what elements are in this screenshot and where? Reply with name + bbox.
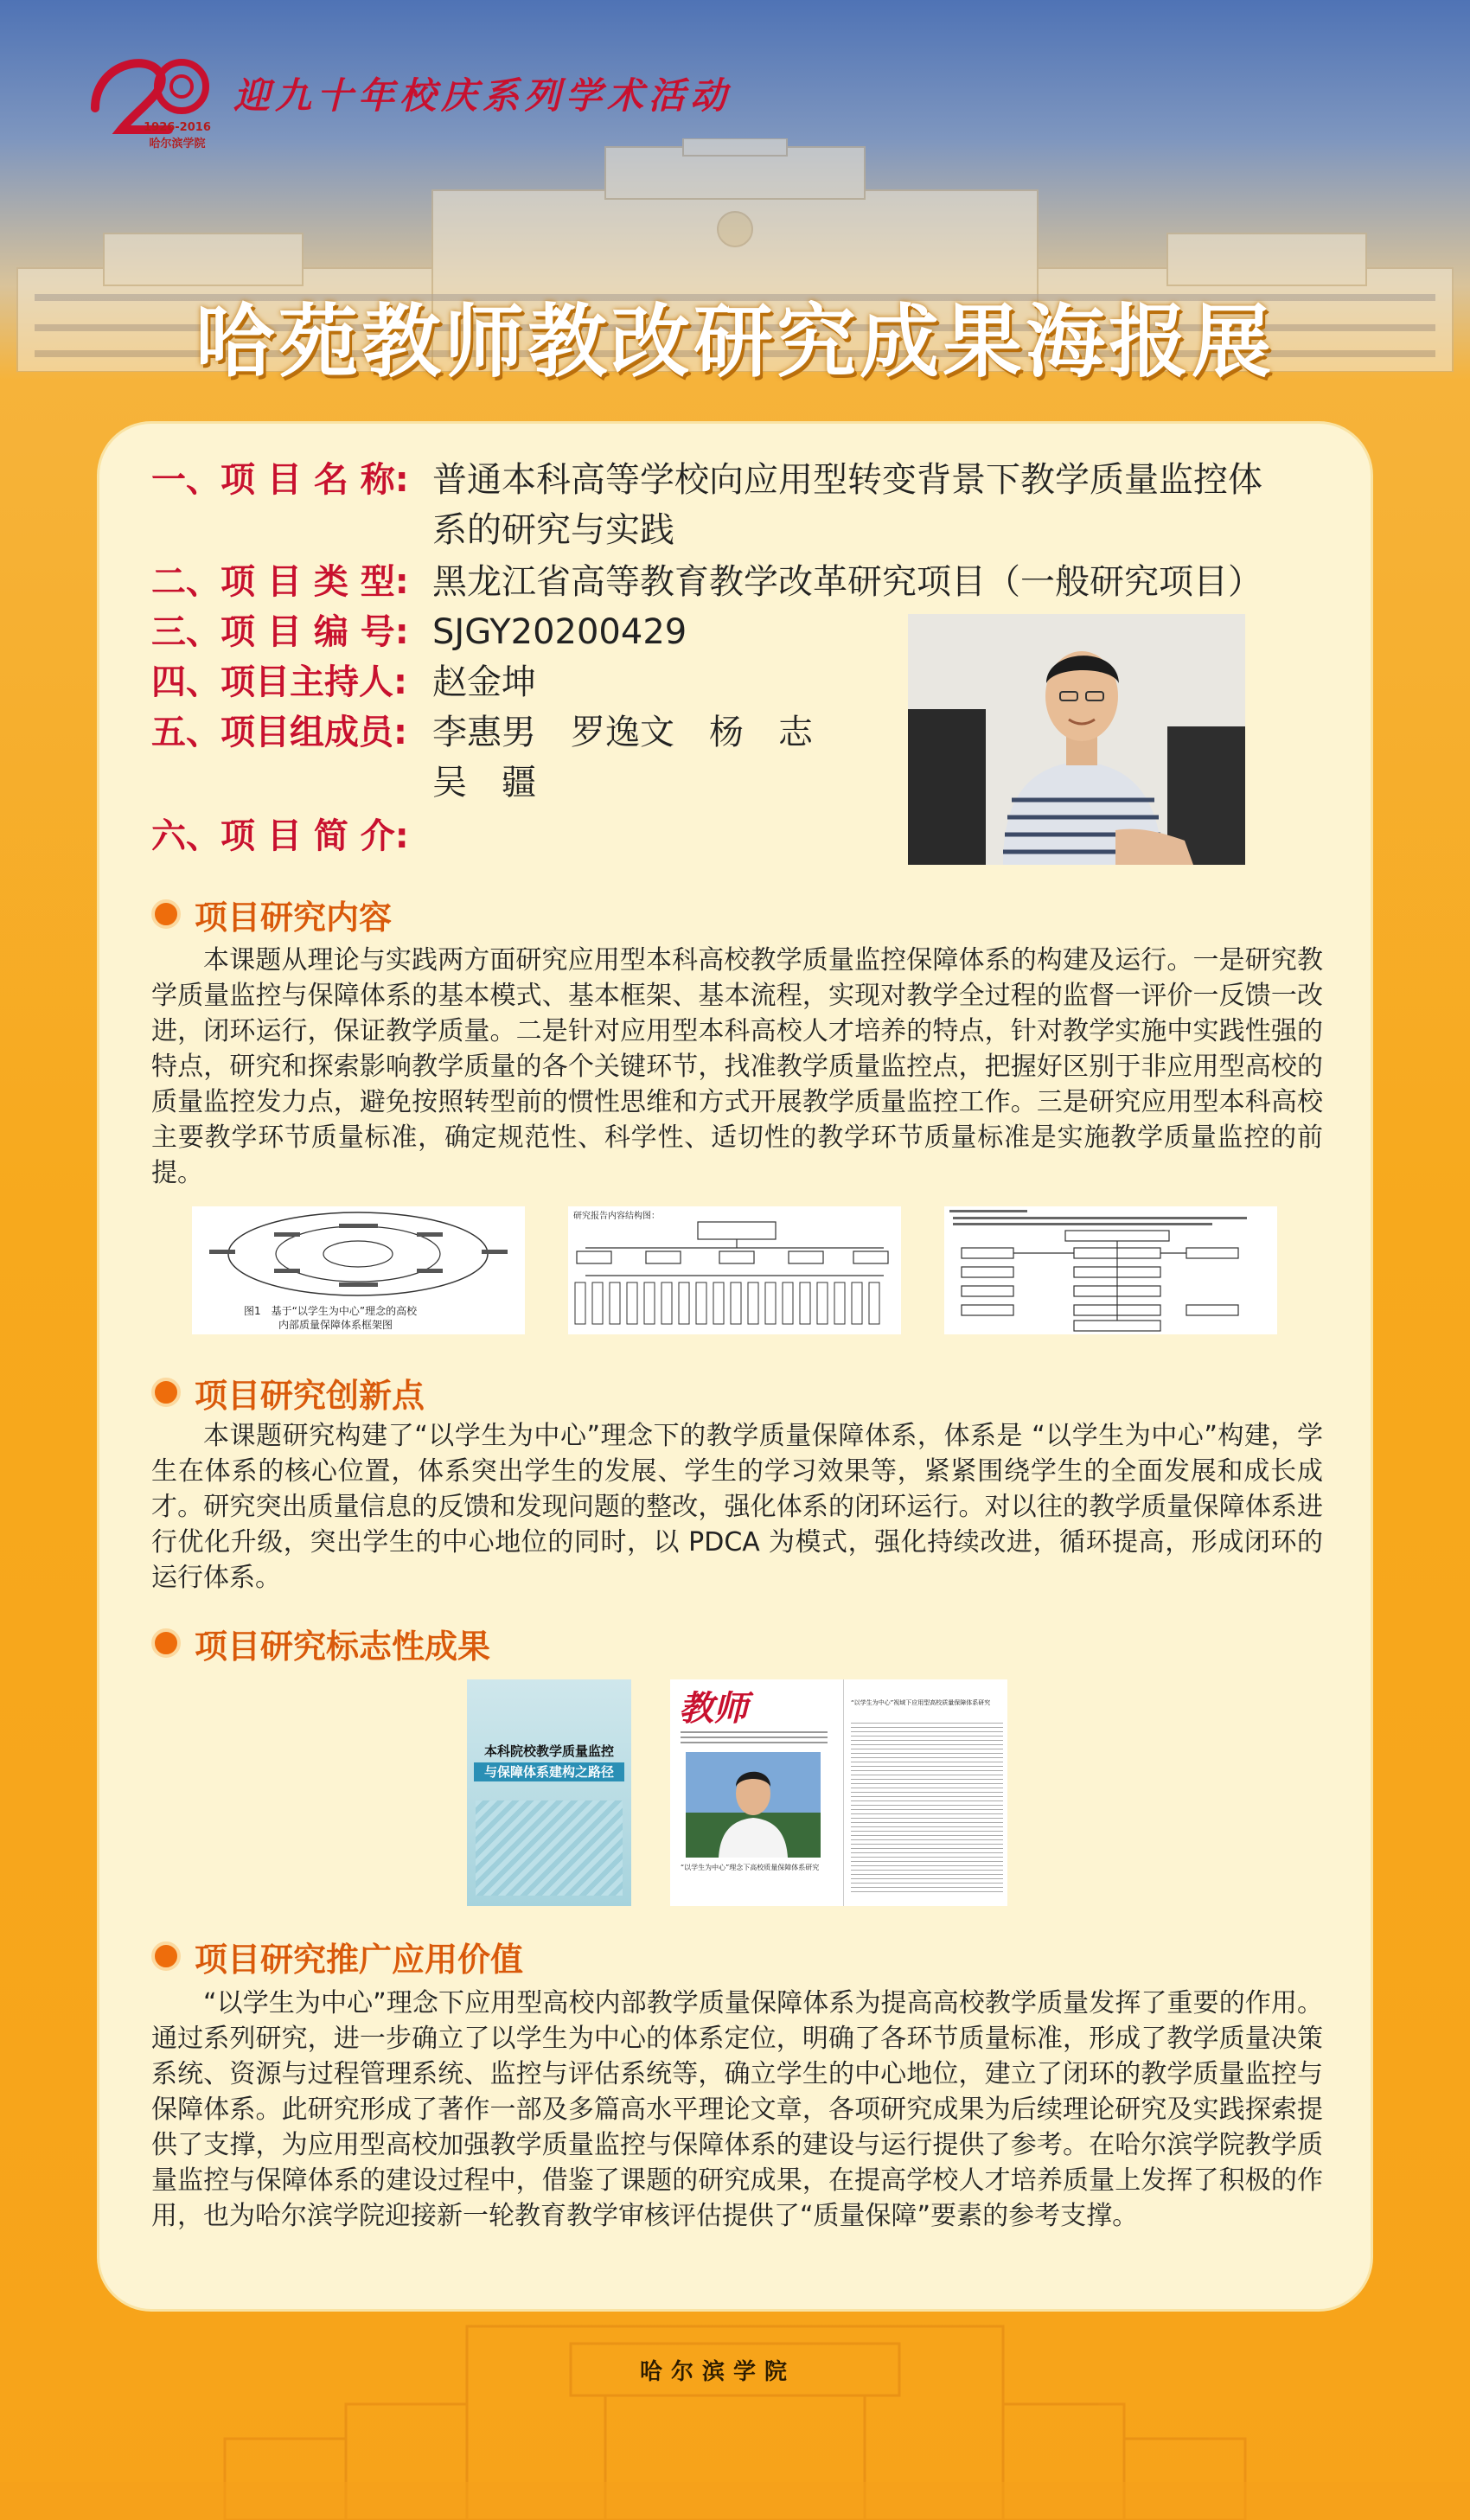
section-text-innovation: 本课题研究构建了“以学生为中心”理念下的教学质量保障体系，体系是 “以学生为中心”构建，学生在体系的核心位置，体系突出学生的发展、学生的学习效果等，紧紧围绕学生的全面发展和成长成才。研究突出质量信息的反馈和发现问题的整改，强化体系的闭环运行。对以往的教学质量保障体系进行优化升级，突出学生的中心地位的同时，以 PDCA 为模式，强化持续改进，循环提高，形成闭环的运行体系。 — [151, 1421, 1323, 1593]
host-photo — [908, 614, 1245, 865]
info-label: 二、项 目 类 型: — [151, 562, 409, 602]
book-pattern — [476, 1800, 623, 1896]
info-label: 四、项目主持人: — [151, 662, 407, 702]
article-title: “以学生为中心”视域下应用型高校质量保障体系研究 — [851, 1699, 991, 1706]
info-label: 三、项 目 编 号: — [151, 612, 409, 652]
bullet-dot-icon — [151, 1378, 181, 1407]
info-value: 吴 疆 — [432, 763, 536, 803]
figure-framework-diagram — [192, 1206, 525, 1334]
bullet-dot-icon — [151, 1941, 181, 1971]
section-title: 项目研究推广应用价值 — [195, 1940, 524, 1979]
info-label: 一、项 目 名 称: — [151, 460, 409, 500]
magazine-cover-caption: “以学生为中心”理念下高校质量保障体系研究 — [681, 1864, 820, 1871]
figure-report-structure — [568, 1206, 901, 1334]
article-page — [843, 1679, 1007, 1906]
section-heading-innovation — [151, 1366, 425, 1418]
school-gate-illustration — [0, 2309, 1470, 2520]
section-heading-value — [151, 1930, 523, 1982]
book-title-line2: 与保障体系建构之路径 — [474, 1762, 624, 1781]
logo-years: 1926-2016 — [144, 121, 211, 134]
info-value: 黑龙江省高等教育教学改革研究项目（一般研究项目） — [432, 562, 1262, 602]
header-slogan: 迎九十年校庆系列学术活动 — [233, 74, 732, 117]
bullet-dot-icon — [151, 899, 181, 929]
info-value: 普通本科高等学校向应用型转变背景下教学质量监控体 — [432, 460, 1262, 500]
article-body-lines — [851, 1723, 1003, 1896]
magazine-text-lines — [681, 1731, 828, 1743]
section-heading-achievements — [151, 1617, 490, 1669]
poster-header — [0, 0, 1470, 424]
logo-caption — [138, 121, 216, 150]
figure-caption-2: 内部质量保障体系框架图 — [278, 1319, 393, 1331]
section-text-value: “以学生为中心”理念下应用型高校内部教学质量保障体系为提高高校教学质量发挥了重要的作用。通过系列研究，进一步确立了以学生为中心的体系定位，明确了各环节质量标准，形成了教学质量决策系统、资源与过程管理系统、监控与评估系统等，确立学生的中心地位，建立了闭环的教学质量监控与保障体系。此研究形成了著作一部及多篇高水平理论文章，各项研究成果为后续理论研究及实践探索提供了支撑，为应用型高校加强教学质量监控与保障体系的建设与运行提供了参考。在哈尔滨学院教学质量监控与保障体系的建设过程中，借鉴了课题的研究成果，在提高学校人才培养质量上发挥了积极的作用，也为哈尔滨学院迎接新一轮教育教学审核评估提供了“质量保障”要素的参考支撑。 — [151, 1988, 1323, 2231]
figure-header-text: 研究报告内容结构图： — [573, 1212, 660, 1221]
figure-caption: 图1 基于“以学生为中心”理念的高校 — [244, 1305, 418, 1317]
bullet-dot-icon — [151, 1628, 181, 1658]
section-title: 项目研究标志性成果 — [195, 1627, 491, 1666]
poster-title: 哈苑教师教改研究成果海报展 — [195, 296, 1275, 388]
flow-chart-diagram-icon — [944, 1206, 1277, 1334]
book-cover — [467, 1679, 631, 1906]
magazine-spread — [670, 1679, 1007, 1906]
info-value: 赵金坤 — [432, 662, 536, 702]
magazine-portrait-icon — [686, 1752, 821, 1858]
info-value: SJGY20200429 — [432, 612, 687, 652]
info-label: 六、项 目 简 介: — [151, 816, 409, 856]
section-title: 项目研究创新点 — [195, 1376, 425, 1415]
person-portrait-icon — [908, 614, 1245, 865]
magazine-logo: 教师 — [679, 1688, 748, 1729]
info-value: 李惠男 罗逸文 杨 志 — [432, 713, 813, 752]
footer-school-name: 哈尔滨学院 — [640, 2359, 796, 2385]
section-title: 项目研究内容 — [195, 898, 393, 937]
content-card — [99, 424, 1371, 2309]
figure-flow-chart — [944, 1206, 1277, 1334]
section-heading-content — [151, 888, 392, 940]
section-text-content: 本课题从理论与实践两方面研究应用型本科高校教学质量监控保障体系的构建及运行。一是研究教学质量监控与保障体系的基本模式、基本框架、基本流程，实现对教学全过程的监督一评价一反馈一改进，闭环运行，保证教学质量。二是针对应用型本科高校人才培养的特点，针对教学实施中实践性强的特点，研究和探索影响教学质量的各个关键环节，找准教学质量监控点，把握好区别于非应用型高校的质量监控发力点，避免按照转型前的惯性思维和方式开展教学质量监控工作。三是研究应用型本科高校主要教学环节质量标准，确定规范性、科学性、适切性的教学环节质量标准是实施教学质量监控的前提。 — [151, 945, 1323, 1188]
info-label: 五、项目组成员: — [151, 713, 407, 752]
book-title-line1: 本科院校教学质量监控 — [483, 1743, 614, 1759]
info-value: 系的研究与实践 — [432, 510, 674, 550]
logo-school-name: 哈尔滨学院 — [149, 138, 206, 150]
tree-structure-diagram-icon — [568, 1206, 901, 1334]
